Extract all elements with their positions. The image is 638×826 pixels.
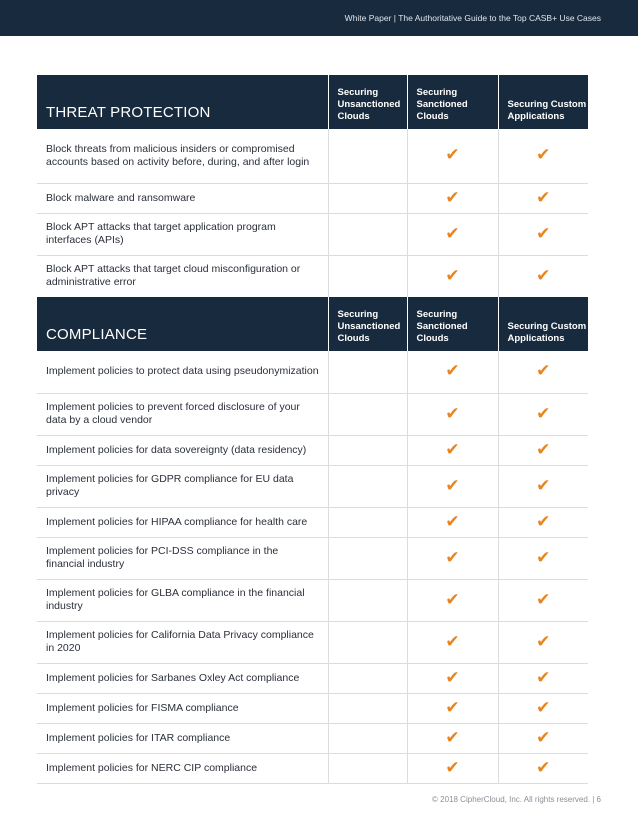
custom-cell (498, 255, 588, 297)
unsanctioned-cell (328, 183, 407, 213)
unsanctioned-cell (328, 507, 407, 537)
section-title-compliance: COMPLIANCE (37, 297, 328, 351)
custom-cell (498, 723, 588, 753)
checkmark-icon: ✔ (445, 631, 460, 652)
checkmark-icon: ✔ (445, 403, 460, 424)
custom-cell (498, 621, 588, 663)
checkmark-icon: ✔ (536, 475, 551, 496)
use-case-label: Implement policies for HIPAA compliance for health care (37, 507, 328, 537)
checkmark-icon: ✔ (536, 727, 551, 748)
document-header-text: White Paper | The Authoritative Guide to the Top CASB+ Use Cases (344, 13, 601, 23)
sanctioned-cell (407, 393, 498, 435)
table-row (37, 753, 588, 783)
use-case-label: Implement policies for FISMA compliance (37, 693, 328, 723)
column-header-custom: Securing Custom Applications (498, 297, 588, 351)
unsanctioned-cell (328, 537, 407, 579)
column-header-sanctioned: Securing Sanctioned Clouds (407, 297, 498, 351)
custom-cell (498, 663, 588, 693)
sanctioned-cell (407, 621, 498, 663)
unsanctioned-cell (328, 621, 407, 663)
custom-cell (498, 351, 588, 393)
custom-cell (498, 465, 588, 507)
table-row (37, 183, 588, 213)
sanctioned-cell (407, 129, 498, 183)
use-case-label: Implement policies for GDPR compliance for EU data privacy (37, 465, 328, 507)
checkmark-icon: ✔ (445, 589, 460, 610)
column-header-unsanctioned: Securing Unsanctioned Clouds (328, 75, 407, 129)
checkmark-icon: ✔ (536, 757, 551, 778)
use-case-label: Implement policies for data sovereignty (data residency) (37, 435, 328, 465)
checkmark-icon: ✔ (536, 403, 551, 424)
use-case-label: Block APT attacks that target application program interfaces (APIs) (37, 213, 328, 255)
unsanctioned-cell (328, 663, 407, 693)
sanctioned-cell (407, 753, 498, 783)
checkmark-icon: ✔ (445, 727, 460, 748)
sanctioned-cell (407, 435, 498, 465)
unsanctioned-cell (328, 465, 407, 507)
use-case-label: Implement policies for California Data Privacy compliance in 2020 (37, 621, 328, 663)
table-row (37, 255, 588, 297)
table-row (37, 693, 588, 723)
checkmark-icon: ✔ (445, 511, 460, 532)
compliance-header (37, 297, 588, 351)
page-footer: © 2018 CipherCloud, Inc. All rights reserved. | 6 (432, 795, 601, 804)
use-case-label: Implement policies for GLBA compliance in the financial industry (37, 579, 328, 621)
use-case-label: Implement policies for PCI-DSS compliance in the financial industry (37, 537, 328, 579)
checkmark-icon: ✔ (445, 475, 460, 496)
custom-cell (498, 213, 588, 255)
custom-cell (498, 183, 588, 213)
checkmark-icon: ✔ (536, 439, 551, 460)
checkmark-icon: ✔ (536, 667, 551, 688)
sanctioned-cell (407, 507, 498, 537)
custom-cell (498, 693, 588, 723)
sanctioned-cell (407, 537, 498, 579)
threat-protection-header (37, 75, 588, 129)
table-row (37, 537, 588, 579)
table-row (37, 435, 588, 465)
use-case-label: Implement policies for Sarbanes Oxley Act compliance (37, 663, 328, 693)
use-case-label: Implement policies for NERC CIP compliance (37, 753, 328, 783)
custom-cell (498, 579, 588, 621)
checkmark-icon: ✔ (445, 757, 460, 778)
checkmark-icon: ✔ (445, 265, 460, 286)
checkmark-icon: ✔ (536, 187, 551, 208)
unsanctioned-cell (328, 693, 407, 723)
checkmark-icon: ✔ (536, 589, 551, 610)
custom-cell (498, 129, 588, 183)
use-case-label: Block malware and ransomware (37, 183, 328, 213)
table-row (37, 351, 588, 393)
table-row (37, 507, 588, 537)
table-row (37, 621, 588, 663)
checkmark-icon: ✔ (445, 547, 460, 568)
use-case-label: Block APT attacks that target cloud misconfiguration or administrative error (37, 255, 328, 297)
sanctioned-cell (407, 723, 498, 753)
section-title-threat-protection: THREAT PROTECTION (37, 75, 328, 129)
table-row (37, 393, 588, 435)
sanctioned-cell (407, 351, 498, 393)
unsanctioned-cell (328, 579, 407, 621)
table-row (37, 213, 588, 255)
checkmark-icon: ✔ (445, 361, 460, 382)
checkmark-icon: ✔ (536, 631, 551, 652)
use-case-label: Implement policies to protect data using pseudonymization (37, 351, 328, 393)
sanctioned-cell (407, 465, 498, 507)
custom-cell (498, 753, 588, 783)
sanctioned-cell (407, 579, 498, 621)
table-row (37, 723, 588, 753)
unsanctioned-cell (328, 393, 407, 435)
custom-cell (498, 393, 588, 435)
checkmark-icon: ✔ (445, 439, 460, 460)
checkmark-icon: ✔ (536, 361, 551, 382)
custom-cell (498, 435, 588, 465)
checkmark-icon: ✔ (445, 145, 460, 166)
table-row (37, 579, 588, 621)
custom-cell (498, 537, 588, 579)
checkmark-icon: ✔ (536, 223, 551, 244)
checkmark-icon: ✔ (445, 223, 460, 244)
threat-protection-table (37, 75, 588, 298)
sanctioned-cell (407, 693, 498, 723)
checkmark-icon: ✔ (536, 697, 551, 718)
table-row (37, 465, 588, 507)
checkmark-icon: ✔ (536, 265, 551, 286)
unsanctioned-cell (328, 213, 407, 255)
checkmark-icon: ✔ (445, 697, 460, 718)
unsanctioned-cell (328, 435, 407, 465)
table-row (37, 129, 588, 183)
checkmark-icon: ✔ (536, 547, 551, 568)
sanctioned-cell (407, 663, 498, 693)
checkmark-icon: ✔ (536, 511, 551, 532)
sanctioned-cell (407, 213, 498, 255)
table-row (37, 663, 588, 693)
use-case-label: Implement policies for ITAR compliance (37, 723, 328, 753)
document-header-bar (0, 0, 638, 36)
compliance-table (37, 297, 588, 784)
unsanctioned-cell (328, 753, 407, 783)
use-case-label: Block threats from malicious insiders or compromised accounts based on activity before, during, and after login (37, 129, 328, 183)
sanctioned-cell (407, 255, 498, 297)
unsanctioned-cell (328, 723, 407, 753)
unsanctioned-cell (328, 129, 407, 183)
sanctioned-cell (407, 183, 498, 213)
compliance-rows (37, 351, 588, 783)
column-header-sanctioned: Securing Sanctioned Clouds (407, 75, 498, 129)
column-header-custom: Securing Custom Applications (498, 75, 588, 129)
unsanctioned-cell (328, 255, 407, 297)
threat-protection-rows (37, 129, 588, 297)
checkmark-icon: ✔ (536, 145, 551, 166)
column-header-unsanctioned: Securing Unsanctioned Clouds (328, 297, 407, 351)
use-case-label: Implement policies to prevent forced disclosure of your data by a cloud vendor (37, 393, 328, 435)
checkmark-icon: ✔ (445, 667, 460, 688)
unsanctioned-cell (328, 351, 407, 393)
checkmark-icon: ✔ (445, 187, 460, 208)
custom-cell (498, 507, 588, 537)
